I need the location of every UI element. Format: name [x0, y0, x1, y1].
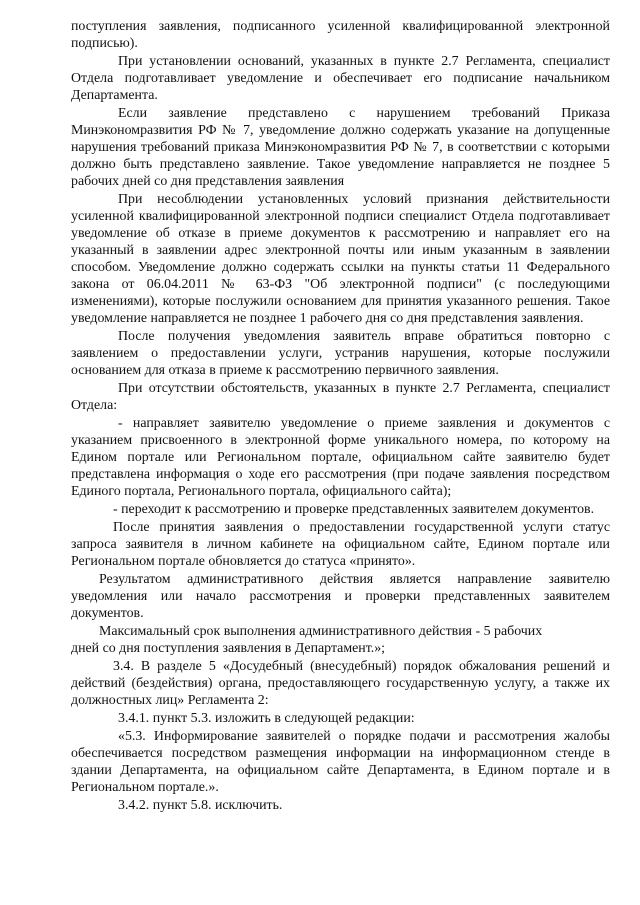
- paragraph-3: Если заявление представлено с нарушением требований Приказа Минэкономразвития РФ № 7, уведомление должно содержать указание на допущенные нарушения требований приказа Минэкономразвития РФ № 7, в соответствии с которыми должно быть представлено заявление. Такое уведомление направляется не позднее 5 рабочих дней со дня представления заявления: [71, 106, 610, 189]
- paragraph-2: При установлении оснований, указанных в пункте 2.7 Регламента, специалист Отдела подготавливает уведомление и обеспечивает его подписание начальником Департамента.: [71, 54, 610, 103]
- paragraph-11: Максимальный срок выполнения административного действия - 5 рабочих: [99, 624, 543, 639]
- paragraph-15: «5.3. Информирование заявителей о порядке подачи и рассмотрения жалобы обеспечивается посредством размещения информации на информационном стенде в здании Департамента, на официальном сайте Департамента, в Едином портале и в Региональном портале.».: [71, 729, 610, 795]
- paragraph-4: При несоблюдении установленных условий признания действительности усиленной квалифицированной электронной подписи специалист Отдела подготавливает уведомление об отказе в приеме документов к рассмотрению и направляет его на указанный в заявлении адрес электронной почты или иным указанным в заявлении способом. Уведомление должно содержать ссылки на пункты статьи 11 Федерального закона от 06.04.2011 № 63-ФЗ "Об электронной подписи" (с последующими изменениями), которые послужили основанием для принятия указанного решения. Такое уведомление направляется не позднее 1 рабочего дня со дня представления заявления.: [71, 192, 610, 326]
- paragraph-13: 3.4. В разделе 5 «Досудебный (внесудебный) порядок обжалования решений и действий (бездействия) органа, предоставляющего государственную услугу, а также их должностных лиц» Регламента 2:: [71, 659, 610, 708]
- paragraph-7: - направляет заявителю уведомление о приеме заявления и документов с указанием присвоенного в электронной форме уникального номера, по которому на Едином портале или Региональном портале, официальном сайте заявителю будет представлена информация о ходе его рассмотрения (при подаче заявления посредством Единого портала, Регионального портала, официального сайта);: [71, 416, 610, 499]
- paragraph-1: поступления заявления, подписанного усиленной квалифицированной электронной подписью).: [71, 19, 610, 51]
- paragraph-8: - переходит к рассмотрению и проверке представленных заявителем документов.: [113, 502, 595, 517]
- paragraph-6: При отсутствии обстоятельств, указанных в пункте 2.7 Регламента, специалист Отдела:: [71, 381, 610, 413]
- paragraph-14: 3.4.1. пункт 5.3. изложить в следующей редакции:: [118, 711, 415, 726]
- paragraph-5: После получения уведомления заявитель вправе обратиться повторно с заявлением о предоставлении услуги, устранив нарушения, которые послужили основанием для отказа в приеме к рассмотрению первичного заявления.: [71, 329, 610, 378]
- paragraph-12: дней со дня поступления заявления в Департамент.»;: [71, 641, 386, 656]
- paragraph-10: Результатом административного действия является направление заявителю уведомления или начало рассмотрения и проверки представленных заявителем документов.: [71, 572, 610, 621]
- paragraph-16: 3.4.2. пункт 5.8. исключить.: [118, 798, 283, 813]
- paragraph-9: После принятия заявления о предоставлении государственной услуги статус запроса заявителя в личном кабинете на официальном сайте, Едином портале или Региональном портале обновляется до статуса «принято».: [71, 520, 610, 569]
